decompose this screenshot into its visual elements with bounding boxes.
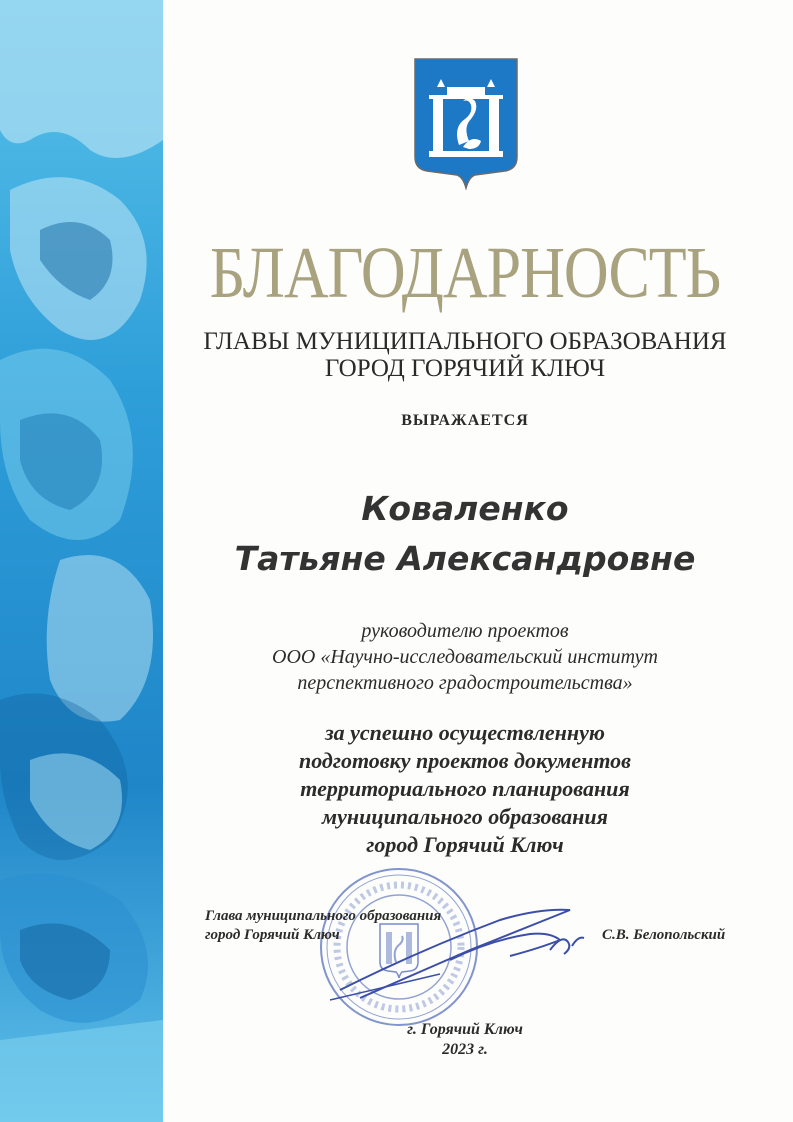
recipient-surname: Коваленко — [361, 489, 569, 528]
reason-line: подготовку проектов документов — [298, 748, 632, 773]
side-decorative-image — [0, 0, 163, 1122]
coat-of-arms-icon — [413, 57, 519, 190]
document-title: БЛАГОДАРНОСТЬ — [209, 233, 721, 314]
subtitle-line: ГОРОД ГОРЯЧИЙ КЛЮЧ — [324, 355, 606, 382]
subtitle-line: ГЛАВЫ МУНИЦИПАЛЬНОГО ОБРАЗОВАНИЯ — [203, 328, 727, 355]
place-and-date — [180, 1020, 750, 1060]
place: г. Горячий Ключ — [407, 1021, 523, 1038]
position-line: ООО «Научно-исследовательский институт — [272, 646, 658, 668]
signer-title-line: город Горячий Ключ — [205, 927, 340, 943]
reason-line: за успешно осуществленную — [325, 720, 605, 745]
award-reason — [180, 719, 750, 859]
document-subtitle — [180, 328, 750, 382]
position-line: руководителю проектов — [361, 620, 569, 642]
signer-title — [205, 907, 441, 945]
recipient-position — [180, 618, 750, 696]
reason-line: муниципального образования — [322, 804, 608, 829]
reason-line: территориального планирования — [300, 776, 630, 801]
recipient-name — [180, 484, 750, 584]
signer-title-line: Глава муниципального образования — [205, 908, 442, 924]
signer-name: С.В. Белопольский — [602, 927, 726, 943]
position-line: перспективного градостроительства» — [297, 672, 633, 694]
expresses-label: ВЫРАЖАЕТСЯ — [401, 412, 529, 429]
reason-line: город Горячий Ключ — [366, 832, 564, 857]
date: 2023 г. — [442, 1041, 488, 1058]
recipient-given-names: Татьяне Александровне — [234, 539, 696, 578]
